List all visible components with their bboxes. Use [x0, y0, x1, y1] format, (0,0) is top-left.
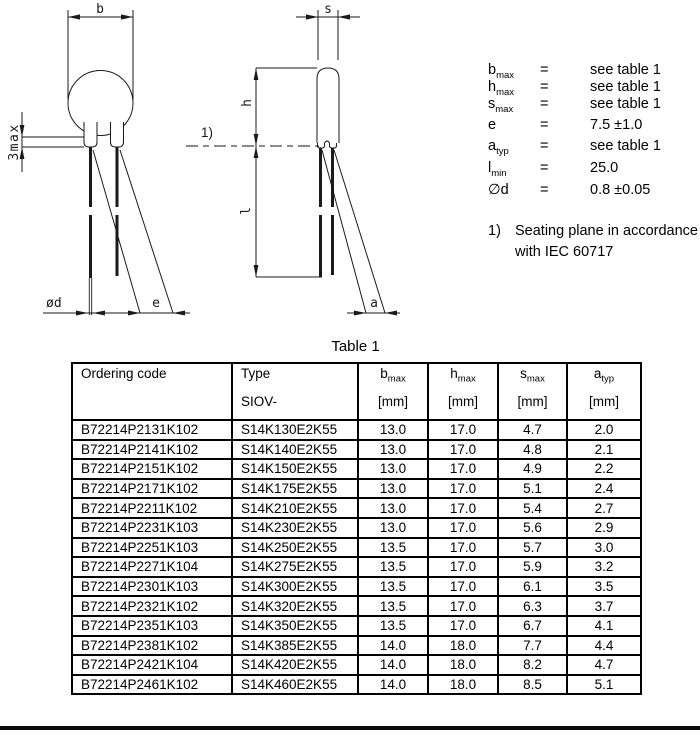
equals-sign: =: [540, 62, 549, 78]
table-cell-b-max: 13.0: [358, 459, 428, 479]
dimension-label-thickness: s: [324, 2, 332, 17]
front-view-drawing: [7, 2, 190, 316]
table-cell-s-max: 5.1: [498, 479, 567, 499]
table-cell-a-typ: 4.4: [567, 636, 641, 656]
equals-sign: =: [540, 159, 549, 176]
table-cell-h-max: 17.0: [428, 518, 498, 538]
table-cell-a-typ: 2.2: [567, 459, 641, 479]
table-row: [72, 538, 641, 558]
table-cell-ordering-code: B72214P2461K102: [72, 675, 232, 695]
table-cell-h-max: 17.0: [428, 459, 498, 479]
equals-sign: =: [540, 181, 549, 198]
table-cell-type: S14K250E2K55: [232, 538, 358, 558]
table-cell-s-max: 5.6: [498, 518, 567, 538]
header-cell-a-typ: $a_{typ}$ [mm]: [567, 363, 641, 420]
table-row: [72, 479, 641, 499]
table-cell-ordering-code: B72214P2251K103: [72, 538, 232, 558]
table-row: [72, 636, 641, 656]
table-cell-type: S14K230E2K55: [232, 518, 358, 538]
table-cell-b-max: 14.0: [358, 675, 428, 695]
table-cell-h-max: 17.0: [428, 577, 498, 597]
table-cell-a-typ: 3.5: [567, 577, 641, 597]
table-cell-b-max: 13.5: [358, 596, 428, 616]
table-cell-h-max: 17.0: [428, 479, 498, 499]
table-caption: Table 1: [331, 338, 380, 355]
table-cell-h-max: 18.0: [428, 636, 498, 656]
table-cell-a-typ: 2.1: [567, 440, 641, 460]
table-cell-a-typ: 4.1: [567, 616, 641, 636]
dimension-label-lead-diameter: ød: [46, 296, 62, 311]
table-cell-ordering-code: B72214P2141K102: [72, 440, 232, 460]
seating-plane-reference: 1): [201, 125, 214, 140]
table-cell-ordering-code: B72214P2271K104: [72, 557, 232, 577]
table-row: [72, 557, 641, 577]
legend-value: 7.5 ±1.0: [590, 116, 643, 133]
table-cell-ordering-code: B72214P2381K102: [72, 636, 232, 656]
table-cell-ordering-code: B72214P2351K103: [72, 616, 232, 636]
table-cell-type: S14K320E2K55: [232, 596, 358, 616]
table-cell-type: S14K275E2K55: [232, 557, 358, 577]
table-cell-type: S14K460E2K55: [232, 675, 358, 695]
table-cell-type: S14K350E2K55: [232, 616, 358, 636]
table-cell-b-max: 13.5: [358, 538, 428, 558]
table-cell-b-max: 13.0: [358, 420, 428, 440]
table-cell-h-max: 17.0: [428, 440, 498, 460]
dimension-label-kink: a: [370, 296, 378, 311]
table-cell-a-typ: 2.9: [567, 518, 641, 538]
legend-row: [488, 160, 693, 177]
table-cell-h-max: 17.0: [428, 616, 498, 636]
legend-symbol: ∅d: [488, 181, 509, 198]
table-cell-s-max: 8.5: [498, 675, 567, 695]
table-cell-b-max: 13.5: [358, 616, 428, 636]
table-cell-s-max: 6.7: [498, 616, 567, 636]
table-cell-s-max: 4.9: [498, 459, 567, 479]
table-row: [72, 498, 641, 518]
table-cell-h-max: 18.0: [428, 655, 498, 675]
legend-row: [488, 117, 693, 134]
legend-row: [488, 96, 693, 113]
table-cell-s-max: 4.7: [498, 420, 567, 440]
dimension-label-lead-spacing: e: [152, 296, 160, 311]
table-cell-type: S14K420E2K55: [232, 655, 358, 675]
table-cell-b-max: 13.0: [358, 518, 428, 538]
legend-value: see table 1: [590, 79, 661, 95]
table-cell-type: S14K300E2K55: [232, 577, 358, 597]
table-row: [72, 440, 641, 460]
table-cell-s-max: 5.7: [498, 538, 567, 558]
table-cell-a-typ: 2.7: [567, 498, 641, 518]
table-row: [72, 577, 641, 597]
equals-sign: =: [540, 96, 549, 112]
table-cell-b-max: 13.0: [358, 479, 428, 499]
table-cell-ordering-code: B72214P2171K102: [72, 479, 232, 499]
dimension-legend: [488, 62, 693, 199]
table-cell-s-max: 5.4: [498, 498, 567, 518]
table-row: [72, 596, 641, 616]
table-cell-h-max: 17.0: [428, 557, 498, 577]
header-cell-b-max: $b_{max}$ [mm]: [358, 363, 428, 420]
dimension-label-standoff: 3max: [7, 123, 22, 161]
table-cell-b-max: 14.0: [358, 655, 428, 675]
dimension-label-width: b: [96, 2, 104, 17]
table-cell-ordering-code: B72214P2421K104: [72, 655, 232, 675]
header-cell-s-max: $s_{max}$ [mm]: [498, 363, 567, 420]
table-cell-s-max: 6.1: [498, 577, 567, 597]
equals-sign: =: [540, 79, 549, 95]
table-cell-ordering-code: B72214P2321K102: [72, 596, 232, 616]
header-cell-type: Type SIOV-: [232, 363, 358, 420]
legend-value: 0.8 ±0.05: [590, 181, 651, 198]
table-cell-a-typ: 3.2: [567, 557, 641, 577]
legend-symbol: $a_{typ}$: [488, 137, 509, 157]
table-cell-ordering-code: B72214P2131K102: [72, 420, 232, 440]
table-cell-s-max: 5.9: [498, 557, 567, 577]
legend-row: [488, 138, 693, 155]
table-row: [72, 518, 641, 538]
table-cell-b-max: 13.5: [358, 557, 428, 577]
table-cell-ordering-code: B72214P2211K102: [72, 498, 232, 518]
legend-row: [488, 79, 693, 96]
table-cell-h-max: 17.0: [428, 498, 498, 518]
footnote: [488, 221, 700, 263]
table-cell-type: S14K140E2K55: [232, 440, 358, 460]
table-cell-b-max: 13.0: [358, 498, 428, 518]
table-cell-type: S14K385E2K55: [232, 636, 358, 656]
table-cell-h-max: 18.0: [428, 675, 498, 695]
equals-sign: =: [540, 116, 549, 133]
legend-symbol: $h_{max}$: [488, 79, 515, 98]
table-cell-h-max: 17.0: [428, 596, 498, 616]
table-cell-a-typ: 3.0: [567, 538, 641, 558]
table-cell-s-max: 8.2: [498, 655, 567, 675]
table-header-row: [72, 363, 641, 420]
page-footer-rule: [0, 726, 700, 730]
table-cell-ordering-code: B72214P2231K103: [72, 518, 232, 538]
legend-row: [488, 182, 693, 199]
table-cell-a-typ: 2.0: [567, 420, 641, 440]
legend-value: 25.0: [590, 159, 619, 176]
legend-value: see table 1: [590, 62, 661, 78]
table-row: [72, 459, 641, 479]
legend-symbol: e: [488, 116, 497, 133]
table-cell-a-typ: 2.4: [567, 479, 641, 499]
table-cell-ordering-code: B72214P2151K102: [72, 459, 232, 479]
table-row: [72, 420, 641, 440]
table-row: [72, 675, 641, 695]
legend-value: see table 1: [590, 96, 661, 112]
dimension-label-height: h: [240, 99, 255, 107]
table-cell-a-typ: 4.7: [567, 655, 641, 675]
table-cell-s-max: 4.8: [498, 440, 567, 460]
table-cell-s-max: 6.3: [498, 596, 567, 616]
table-cell-b-max: 13.5: [358, 577, 428, 597]
parts-table: [71, 362, 642, 695]
legend-symbol: $s_{max}$: [488, 96, 514, 115]
side-view-drawing: [186, 2, 400, 316]
table-cell-h-max: 17.0: [428, 538, 498, 558]
table-cell-b-max: 13.0: [358, 440, 428, 460]
table-cell-ordering-code: B72214P2301K103: [72, 577, 232, 597]
table-cell-s-max: 7.7: [498, 636, 567, 656]
table-cell-a-typ: 3.7: [567, 596, 641, 616]
table-cell-type: S14K175E2K55: [232, 479, 358, 499]
table-row: [72, 616, 641, 636]
table-cell-type: S14K210E2K55: [232, 498, 358, 518]
table-row: [72, 655, 641, 675]
table-cell-b-max: 14.0: [358, 636, 428, 656]
dimension-label-lead-length: l: [239, 207, 254, 215]
header-cell-ordering-code: Ordering code: [72, 363, 232, 420]
legend-symbol: $l_{min}$: [488, 159, 507, 179]
legend-value: see table 1: [590, 137, 661, 154]
table-cell-type: S14K130E2K55: [232, 420, 358, 440]
table-cell-h-max: 17.0: [428, 420, 498, 440]
equals-sign: =: [540, 137, 549, 154]
footnote-text: Seating plane in accordance with IEC 60717: [515, 223, 698, 260]
legend-symbol: $b_{max}$: [488, 62, 515, 81]
header-cell-h-max: $h_{max}$ [mm]: [428, 363, 498, 420]
table-cell-type: S14K150E2K55: [232, 459, 358, 479]
footnote-marker: 1): [488, 223, 501, 239]
table-cell-a-typ: 5.1: [567, 675, 641, 695]
legend-row: [488, 62, 693, 79]
